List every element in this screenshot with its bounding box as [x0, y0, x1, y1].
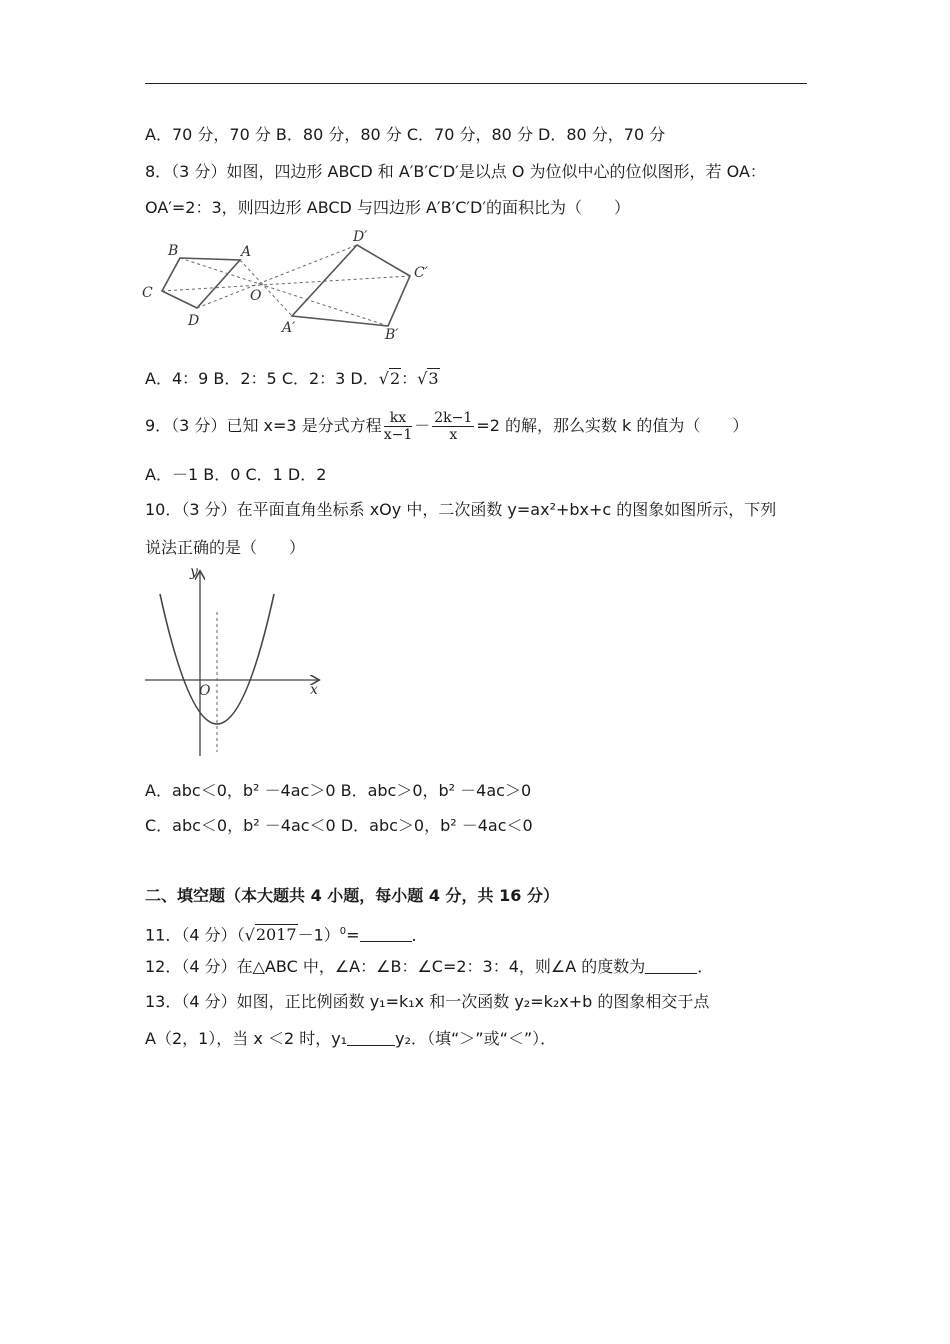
q8-stem-line2: OA′=2：3，则四边形 ABCD 与四边形 A′B′C′D′的面积比为（ ）: [145, 198, 630, 217]
q10-parabola-graph: [140, 564, 330, 759]
sqrt-2017: √2017: [244, 925, 297, 945]
label-A: A: [241, 244, 252, 260]
axis-label-x: x: [310, 682, 318, 698]
label-A-prime: A′: [282, 320, 296, 336]
answer-blank-11[interactable]: [360, 925, 412, 942]
q7-options: A．70 分，70 分 B．80 分，80 分 C．70 分，80 分 D．80 分，70 分: [145, 125, 666, 144]
axis-label-y: y: [190, 564, 198, 580]
answer-blank-12[interactable]: [645, 957, 697, 974]
q9-options: A．－1 B．0 C．1 D．2: [145, 465, 327, 484]
q13-line2: A（2，1），当 x ＜2 时，y₁ y₂．（填“＞”或“＜”）．: [145, 1029, 557, 1048]
label-D: D: [188, 313, 200, 329]
q11: 11．（4 分）$(√2017-1)^0=$ ．: [145, 925, 428, 945]
label-B: B: [168, 243, 179, 259]
header-rule: [145, 83, 807, 84]
q12: 12．（4 分）在△ABC 中，∠A：∠B：∠C=2：3：4，则∠A 的度数为 ．: [145, 957, 714, 976]
answer-blank-13[interactable]: [347, 1029, 395, 1046]
q9-stem: 9．（3 分）已知 x=3 是分式方程 $\frac{kx}{x-1}$ － $\frac{2k-1}{x}$ =2 的解，那么实数 k 的值为（ ）: [145, 410, 749, 443]
q10-options-cd: C．abc＜0，b² －4ac＜0 D．abc＞0，b² －4ac＜0: [145, 816, 533, 835]
q10-options-ab: A．abc＜0，b² －4ac＞0 B．abc＞0，b² －4ac＞0: [145, 781, 532, 800]
section2-heading: 二、填空题（本大题共 4 小题，每小题 4 分，共 16 分）: [145, 886, 559, 905]
label-B-prime: B′: [385, 327, 399, 343]
sqrt-2: √2: [378, 369, 401, 388]
q8-stem-line1: 8．（3 分）如图，四边形 ABCD 和 A′B′C′D′是以点 O 为位似中心的位似图形，若 OA：: [145, 162, 766, 181]
sqrt-3: √3: [417, 369, 439, 388]
label-O: O: [250, 288, 262, 304]
q8-options-text: A．4：9 B．2：5 C．2：3 D．: [145, 369, 379, 388]
label-C-prime: C′: [414, 265, 428, 281]
q8-homothety-figure: [140, 228, 440, 346]
fraction-2k-1-over-x: $\frac{2k-1}{x}$: [434, 410, 473, 443]
origin-label: O: [199, 683, 211, 699]
fraction-kx-over-x-1: $\frac{kx}{x-1}$: [383, 410, 413, 443]
q10-stem-line2: 说法正确的是（ ）: [145, 538, 306, 557]
q8-options: A．4：9 B．2：5 C．2：3 D．√2：√3: [145, 369, 439, 388]
q13-line1: 13．（4 分）如图，正比例函数 y₁=k₁x 和一次函数 y₂=k₂x+b 的图象相交于点: [145, 992, 710, 1011]
label-D-prime: D′: [353, 229, 368, 245]
q10-stem-line1: 10．（3 分）在平面直角坐标系 xOy 中，二次函数 y=ax²+bx+c 的图象如图所示，下列: [145, 500, 777, 519]
label-C: C: [142, 285, 153, 301]
